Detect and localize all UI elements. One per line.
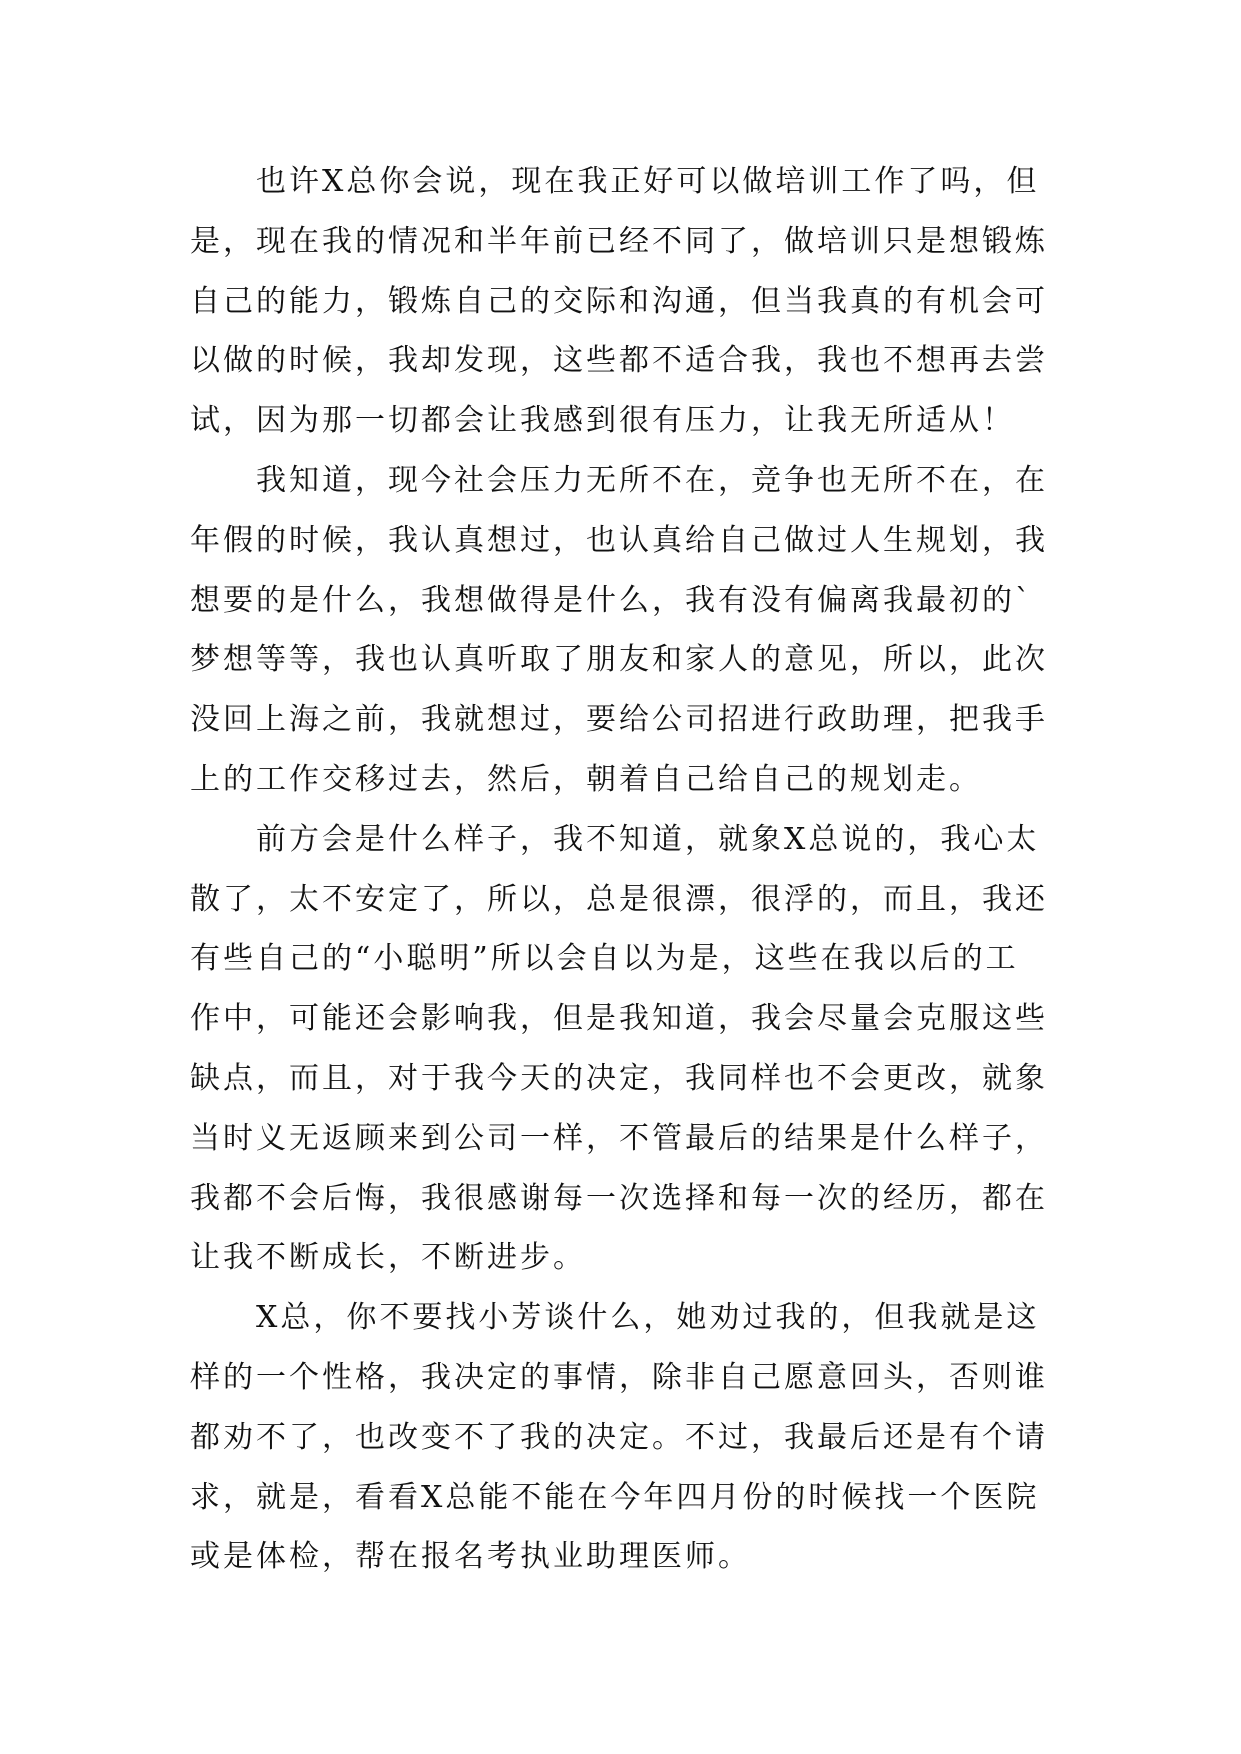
paragraph-3-line-2: 散了，太不安定了，所以，总是很漂，很浮的，而且，我还 [190,881,1048,917]
paragraph-3-line-6: 当时义无返顾来到公司一样，不管最后的结果是什么样子， [190,1120,1048,1156]
paragraph-3-line-8: 让我不断成长，不断进步。 [190,1240,586,1276]
paragraph-3-line-5: 缺点，而且，对于我今天的决定，我同样也不会更改，就象 [190,1060,1048,1096]
paragraph-3-line-4: 作中，可能还会影响我，但是我知道，我会尽量会克服这些 [190,1001,1048,1037]
paragraph-1-line-5: 试，因为那一切都会让我感到很有压力，让我无所适从！ [190,403,1015,439]
paragraph-4-line-4: 求，就是，看看X总能不能在今年四月份的时候找一个医院 [190,1479,1040,1515]
paragraph-3-line-1: 前方会是什么样子，我不知道，就象X总说的，我心太 [256,821,1040,857]
paragraph-3-line-7: 我都不会后悔，我很感谢每一次选择和每一次的经历，都在 [190,1180,1048,1216]
paragraph-1-line-3: 自己的能力，锻炼自己的交际和沟通，但当我真的有机会可 [190,283,1048,319]
paragraph-2-line-4: 梦想等等，我也认真听取了朋友和家人的意见，所以，此次 [190,642,1048,678]
paragraph-4-line-3: 都劝不了，也改变不了我的决定。不过，我最后还是有个请 [190,1419,1048,1455]
letter-body [190,162,1052,1597]
paragraph-4-line-1: X总，你不要找小芳谈什么，她劝过我的，但我就是这 [256,1300,1040,1336]
paragraph-1-line-4: 以做的时候，我却发现，这些都不适合我，我也不想再去尝 [190,343,1048,379]
paragraph-4-line-5: 或是体检，帮在报名考执业助理医师。 [190,1539,751,1575]
paragraph-2-line-6: 上的工作交移过去，然后，朝着自己给自己的规划走。 [190,761,982,797]
paragraph-4-line-2: 样的一个性格，我决定的事情，除非自己愿意回头，否则谁 [190,1359,1048,1395]
paragraph-1-line-2: 是，现在我的情况和半年前已经不同了，做培训只是想锻炼 [190,223,1048,259]
paragraph-1-line-1: 也许X总你会说，现在我正好可以做培训工作了吗，但 [256,164,1040,199]
paragraph-2-line-3: 想要的是什么，我想做得是什么，我有没有偏离我最初的` [190,582,1033,618]
paragraph-2-line-5: 没回上海之前，我就想过，要给公司招进行政助理，把我手 [190,702,1048,738]
paragraph-2-line-2: 年假的时候，我认真想过，也认真给自己做过人生规划，我 [190,522,1048,558]
paragraph-3-line-3: 有些自己的“小聪明”所以会自以为是，这些在我以后的工 [190,941,1019,977]
paragraph-2-line-1: 我知道，现今社会压力无所不在，竞争也无所不在，在 [256,462,1048,498]
